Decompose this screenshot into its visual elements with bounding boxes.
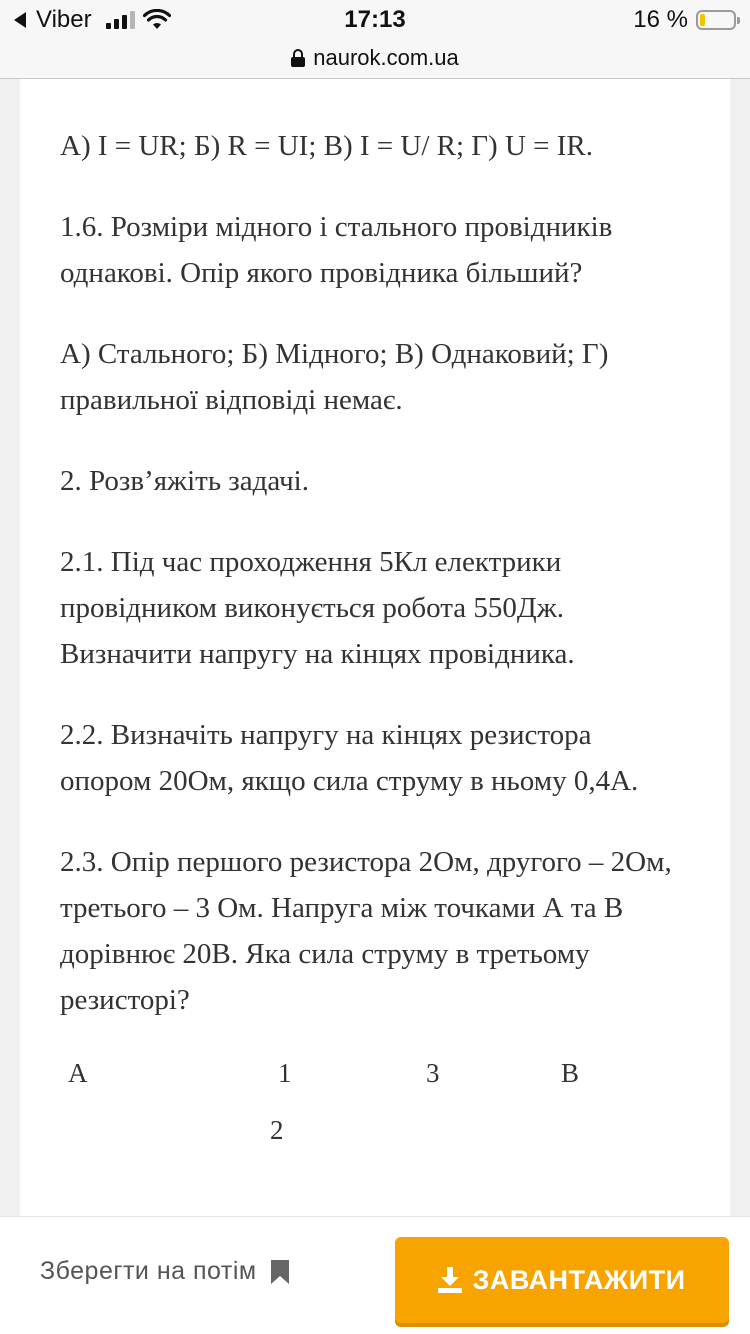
download-icon: [438, 1267, 462, 1293]
download-button[interactable]: [395, 1237, 729, 1323]
download-label: ЗАВАНТАЖИТИ: [472, 1264, 686, 1295]
battery-icon: [696, 10, 736, 30]
task-2-3: 2.3. Опір першого резистора 2Ом, другого – 2Ом, третього – 3 Ом. Напруга між точками А та В дорівнює 20В. Яка сила струму в третьому резисторі?: [60, 846, 672, 1016]
task-2-1: 2.1. Під час проходження 5Кл електрики провідником виконується робота 550Дж. Визначити напругу на кінцях провідника.: [60, 546, 575, 670]
battery-status: [633, 6, 736, 34]
circuit-point-b: В: [561, 1058, 580, 1088]
document-page[interactable]: [20, 79, 730, 1219]
battery-cap: [737, 17, 740, 24]
document-text: [20, 79, 730, 1023]
question-1-6: 1.6. Розміри мідного і стального провідників однакові. Опір якого провідника більший?: [60, 211, 613, 289]
circuit-resistor-2: 2: [270, 1115, 284, 1145]
battery-percent: 16 %: [633, 6, 688, 33]
address-bar[interactable]: [0, 38, 750, 79]
circuit-resistor-1: 1: [278, 1058, 292, 1088]
answer-options-1-6: А) Стального; Б) Мідного; В) Однаковий; Г) правильної відповіді немає.: [60, 338, 609, 416]
url-domain: naurok.com.ua: [313, 45, 459, 70]
circuit-diagram-labels: [20, 1058, 730, 1158]
save-for-later-label: Зберегти на потім: [40, 1257, 257, 1285]
lock-icon: [291, 49, 305, 67]
bookmark-icon: [271, 1260, 289, 1284]
answer-options-1-5: А) І = UR; Б) R = UI; В) І = U/ R; Г) U = IR.: [60, 130, 594, 162]
carrier-label: Viber: [36, 6, 92, 33]
circuit-resistor-3: 3: [426, 1058, 440, 1088]
task-2-2: 2.2. Визначіть напругу на кінцях резистора опором 20Ом, якщо сила струму в ньому 0,4А.: [60, 719, 639, 797]
save-for-later-button[interactable]: [40, 1257, 289, 1286]
battery-level: [700, 14, 705, 26]
bottom-action-bar: [0, 1216, 750, 1334]
section-2-heading: 2. Розв’яжіть задачі.: [60, 465, 309, 497]
clock: 17:13: [344, 6, 406, 33]
circuit-point-a: А: [68, 1058, 88, 1088]
